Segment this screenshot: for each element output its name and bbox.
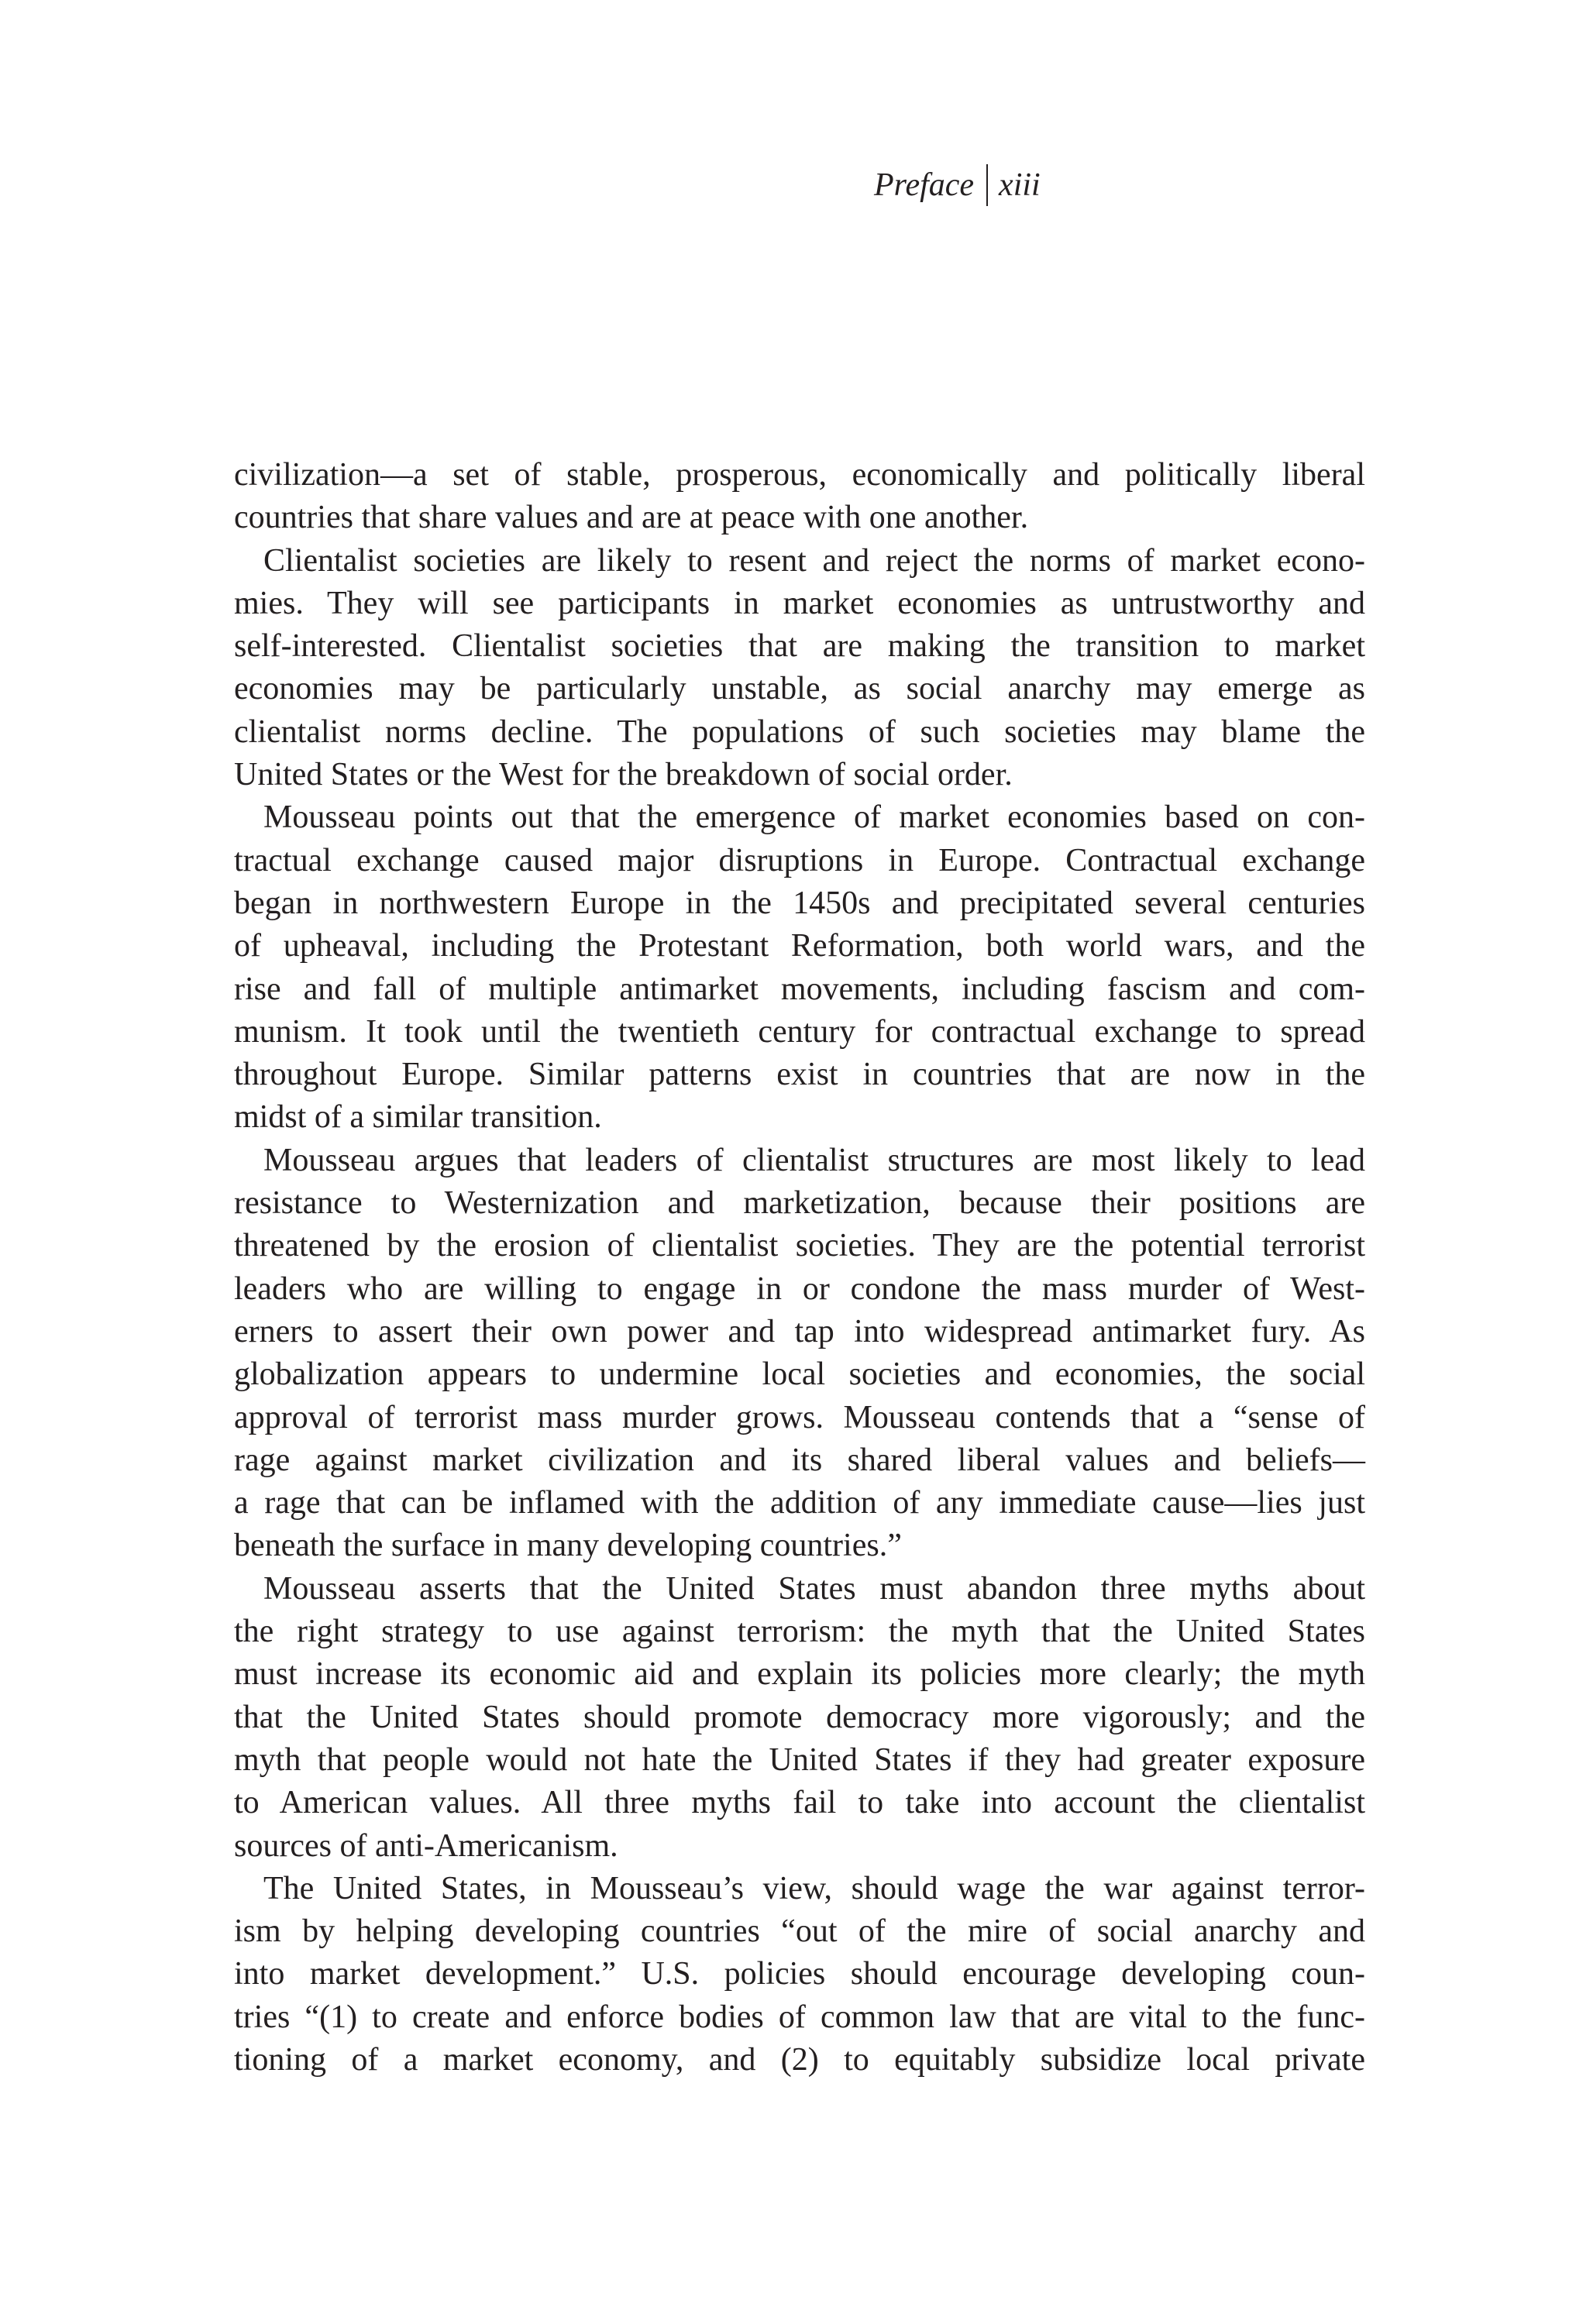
text-line: rage against market civilization and its shared liberal values and beliefs— <box>234 1442 1365 1478</box>
text-line: resistance to Westernization and marketization, because their positions are <box>234 1185 1365 1222</box>
text-line: that the United States should promote democracy more vigorously; and the <box>234 1699 1365 1735</box>
text-line: myth that people would not hate the United States if they had greater exposure <box>234 1741 1365 1778</box>
text-line: self-interested. Clientalist societies that are making the transition to market <box>234 628 1365 665</box>
text-line: Mousseau points out that the emergence of market economies based on con- <box>263 799 1365 836</box>
text-line: Mousseau asserts that the United States must abandon three myths about <box>263 1570 1365 1607</box>
text-line: throughout Europe. Similar patterns exist in countries that are now in the <box>234 1057 1365 1093</box>
paragraph <box>234 1140 1365 1568</box>
text-line: Mousseau argues that leaders of clientalist structures are most likely to lead <box>263 1142 1365 1178</box>
body-text <box>234 454 1365 2082</box>
text-line: tioning of a market economy, and (2) to equitably subsidize local private <box>234 2041 1365 2078</box>
text-line: mies. They will see participants in market economies as untrustworthy and <box>234 585 1365 621</box>
text-line: beneath the surface in many developing countries.” <box>234 1528 902 1564</box>
text-line: to American values. All three myths fail to take into account the clientalist <box>234 1785 1365 1821</box>
text-line: rise and fall of multiple antimarket movements, including fascism and com- <box>234 971 1365 1007</box>
running-header <box>874 164 1041 206</box>
paragraph <box>234 540 1365 797</box>
text-line: the right strategy to use against terrorism: the myth that the United States <box>234 1614 1365 1650</box>
text-line: United States or the West for the breakdown of social order. <box>234 757 1013 793</box>
text-line: into market development.” U.S. policies should encourage developing coun- <box>234 1956 1365 1992</box>
text-line: globalization appears to undermine local societies and economies, the social <box>234 1356 1365 1393</box>
text-line: economies may be particularly unstable, as social anarchy may emerge as <box>234 671 1365 707</box>
text-line: began in northwestern Europe in the 1450s and precipitated several centuries <box>234 885 1365 921</box>
text-line: The United States, in Mousseau’s view, should wage the war against terror- <box>263 1870 1365 1906</box>
text-line: tractual exchange caused major disruptions in Europe. Contractual exchange <box>234 842 1365 878</box>
text-line: leaders who are willing to engage in or condone the mass murder of West- <box>234 1270 1365 1307</box>
text-line: tries “(1) to create and enforce bodies of common law that are vital to the func- <box>234 1999 1365 2035</box>
text-line: must increase its economic aid and explain its policies more clearly; the myth <box>234 1656 1365 1693</box>
text-line: civilization—a set of stable, prosperous, economically and politically liberal <box>234 457 1365 493</box>
paragraph <box>234 1868 1365 2082</box>
text-line: of upheaval, including the Protestant Reformation, both world wars, and the <box>234 928 1365 964</box>
header-divider <box>986 164 988 206</box>
text-line: sources of anti-Americanism. <box>234 1827 618 1864</box>
paragraph <box>234 1568 1365 1868</box>
text-line: erners to assert their own power and tap into widespread antimarket fury. As <box>234 1313 1365 1349</box>
text-line: midst of a similar transition. <box>234 1099 602 1136</box>
text-line: Clientalist societies are likely to resent and reject the norms of market econo- <box>263 542 1365 579</box>
text-line: ism by helping developing countries “out of the mire of social anarchy and <box>234 1913 1365 1950</box>
text-line: a rage that can be inflamed with the addition of any immediate cause—lies just <box>234 1485 1365 1521</box>
text-line: countries that share values and are at peace with one another. <box>234 500 1029 536</box>
text-line: threatened by the erosion of clientalist societies. They are the potential terrorist <box>234 1228 1365 1264</box>
paragraph <box>234 454 1365 540</box>
text-line: munism. It took until the twentieth century for contractual exchange to spread <box>234 1013 1365 1050</box>
paragraph <box>234 796 1365 1139</box>
text-line: approval of terrorist mass murder grows. Mousseau contends that a “sense of <box>234 1399 1365 1435</box>
page-number: xiii <box>999 167 1041 203</box>
text-line: clientalist norms decline. The populations of such societies may blame the <box>234 713 1365 750</box>
running-header-section: Preface <box>874 167 975 203</box>
